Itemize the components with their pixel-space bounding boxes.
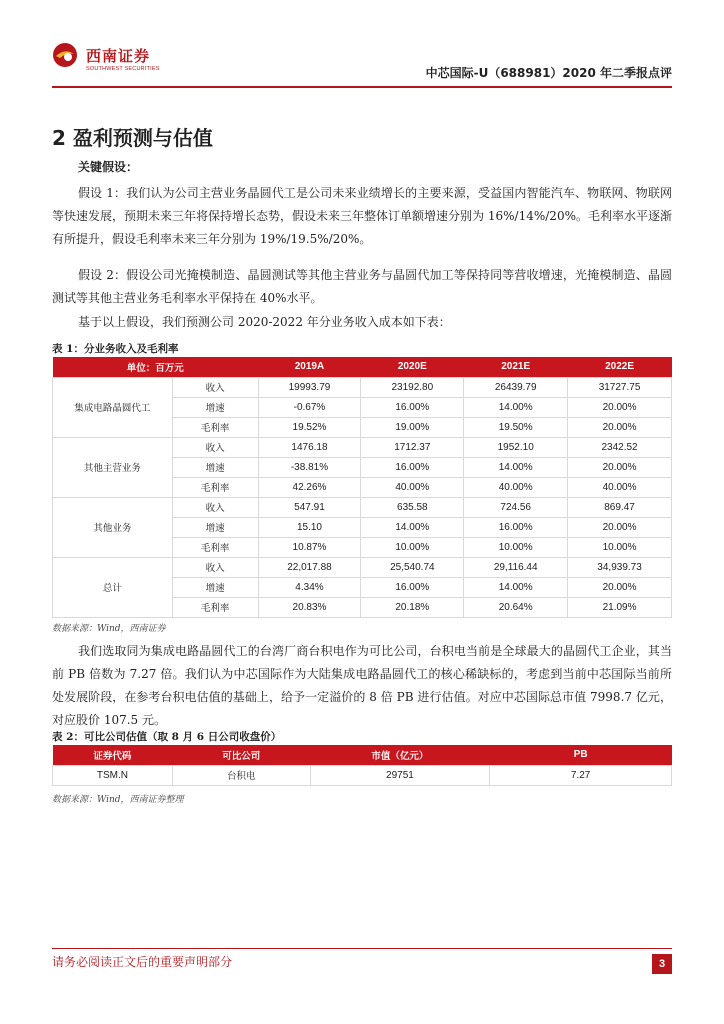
column-header: PB	[490, 745, 672, 765]
value-cell: 10.00%	[464, 537, 568, 557]
column-header: 证券代码	[53, 745, 173, 765]
value-cell: 23192.80	[361, 377, 464, 397]
value-cell: 1712.37	[361, 437, 464, 457]
segment-name-cell: 总计	[53, 557, 173, 617]
value-cell: 20.18%	[361, 597, 464, 617]
year-header: 2019A	[258, 357, 361, 377]
year-header: 2021E	[464, 357, 568, 377]
value-cell: 1952.10	[464, 437, 568, 457]
metric-label-cell: 增速	[172, 577, 258, 597]
forecast-intro-paragraph: 基于以上假设，我们预测公司 2020-2022 年分业务收入成本如下表：	[78, 315, 451, 329]
year-header: 2022E	[568, 357, 672, 377]
value-cell: 34,939.73	[568, 557, 672, 577]
metric-label-cell: 增速	[172, 397, 258, 417]
value-cell: 14.00%	[464, 397, 568, 417]
value-cell: 25,540.74	[361, 557, 464, 577]
value-cell: 22,017.88	[258, 557, 361, 577]
metric-label-cell: 毛利率	[172, 597, 258, 617]
value-cell: 20.00%	[568, 517, 672, 537]
value-cell: 10.87%	[258, 537, 361, 557]
metric-label-cell: 毛利率	[172, 537, 258, 557]
assumption-2-paragraph: 假设 2：假设公司光掩模制造、晶圆测试等其他主营业务与晶圆代加工等保持同等营收增速，光掩模制造、晶圆测试等其他主营业务毛利率水平保持在 40%水平。	[52, 268, 672, 305]
assumption-1-paragraph: 假设 1：我们认为公司主营业务晶圆代工是公司未来业绩增长的主要来源，受益国内智能汽车、物联网、物联网等快速发展，预期未来三年将保持增长态势，假设未来三年整体订单额增速分别为 16%/14%/20%。毛利率水平逐渐有所提升，假设毛利率未来三年分别为 19%/19.5%/20%。	[52, 186, 672, 246]
metric-label-cell: 增速	[172, 457, 258, 477]
table-cell: TSM.N	[53, 765, 173, 785]
metric-label-cell: 毛利率	[172, 417, 258, 437]
value-cell: 1476.18	[258, 437, 361, 457]
metric-label-cell: 增速	[172, 517, 258, 537]
segment-revenue-table	[52, 357, 672, 618]
value-cell: 10.00%	[361, 537, 464, 557]
metric-label-cell: 收入	[172, 377, 258, 397]
segment-name-cell: 集成电路晶圆代工	[53, 377, 173, 437]
value-cell: 2342.52	[568, 437, 672, 457]
unit-header: 单位：百万元	[53, 357, 259, 377]
logo	[52, 42, 162, 78]
table-row	[53, 557, 672, 577]
year-header: 2020E	[361, 357, 464, 377]
logo-emblem-icon	[52, 42, 78, 68]
metric-label-cell: 收入	[172, 497, 258, 517]
comparable-company-table	[52, 745, 672, 786]
value-cell: -0.67%	[258, 397, 361, 417]
segment-name-cell: 其他主营业务	[53, 437, 173, 497]
value-cell: 26439.79	[464, 377, 568, 397]
page-number: 3	[652, 954, 672, 974]
value-cell: 15.10	[258, 517, 361, 537]
value-cell: 20.64%	[464, 597, 568, 617]
footer-disclaimer: 请务必阅读正文后的重要声明部分	[52, 955, 233, 969]
value-cell: 547.91	[258, 497, 361, 517]
value-cell: -38.81%	[258, 457, 361, 477]
value-cell: 42.26%	[258, 477, 361, 497]
table-row	[53, 497, 672, 517]
metric-label-cell: 收入	[172, 437, 258, 457]
value-cell: 14.00%	[464, 457, 568, 477]
metric-label-cell: 收入	[172, 557, 258, 577]
logo-subtext: SOUTHWEST SECURITIES	[86, 66, 160, 72]
value-cell: 724.56	[464, 497, 568, 517]
value-cell: 40.00%	[568, 477, 672, 497]
value-cell: 635.58	[361, 497, 464, 517]
table-cell: 7.27	[490, 765, 672, 785]
value-cell: 19.52%	[258, 417, 361, 437]
value-cell: 16.00%	[361, 457, 464, 477]
value-cell: 21.09%	[568, 597, 672, 617]
value-cell: 20.00%	[568, 457, 672, 477]
value-cell: 20.83%	[258, 597, 361, 617]
table1-caption: 表 1：分业务收入及毛利率	[52, 343, 179, 355]
table-row	[53, 765, 672, 785]
value-cell: 869.47	[568, 497, 672, 517]
page-header	[52, 40, 672, 84]
segment-name-cell: 其他业务	[53, 497, 173, 557]
value-cell: 20.00%	[568, 397, 672, 417]
table-cell: 29751	[310, 765, 490, 785]
report-title: 中芯国际-U（688981）2020 年二季报点评	[425, 66, 672, 80]
value-cell: 19.50%	[464, 417, 568, 437]
value-cell: 19993.79	[258, 377, 361, 397]
section-title: 2 盈利预测与估值	[52, 126, 213, 150]
value-cell: 40.00%	[361, 477, 464, 497]
column-header: 市值（亿元）	[310, 745, 490, 765]
value-cell: 16.00%	[361, 397, 464, 417]
value-cell: 10.00%	[568, 537, 672, 557]
header-divider	[52, 86, 672, 88]
key-assumptions-label: 关键假设：	[78, 160, 139, 174]
value-cell: 19.00%	[361, 417, 464, 437]
value-cell: 20.00%	[568, 577, 672, 597]
value-cell: 16.00%	[464, 517, 568, 537]
value-cell: 29,116.44	[464, 557, 568, 577]
table-row	[53, 437, 672, 457]
table2-source: 数据来源：Wind，西南证券整理	[52, 795, 184, 805]
table-header-row	[53, 357, 672, 377]
value-cell: 20.00%	[568, 417, 672, 437]
table-row	[53, 377, 672, 397]
metric-label-cell: 毛利率	[172, 477, 258, 497]
value-cell: 14.00%	[361, 517, 464, 537]
value-cell: 31727.75	[568, 377, 672, 397]
table-cell: 台积电	[172, 765, 310, 785]
valuation-paragraph: 我们选取同为集成电路晶圆代工的台湾厂商台积电作为可比公司，台积电当前是全球最大的晶圆代工企业，其当前 PB 倍数为 7.27 倍。我们认为中芯国际作为大陆集成电路晶圆代工的核心稀缺标的，考虑到当前中芯国际当前所处发展阶段，在参考台积电估值的基础上，给予一定溢价的 8 倍 PB 进行估值。对应中芯国际总市值 7998.7 亿元，对应股价 107.5 元。	[52, 644, 672, 727]
logo-text: 西南证券	[86, 47, 151, 65]
value-cell: 4.34%	[258, 577, 361, 597]
footer-divider	[52, 948, 672, 949]
value-cell: 16.00%	[361, 577, 464, 597]
table1-source: 数据来源：Wind，西南证券	[52, 624, 166, 634]
value-cell: 40.00%	[464, 477, 568, 497]
value-cell: 14.00%	[464, 577, 568, 597]
column-header: 可比公司	[172, 745, 310, 765]
table2-caption: 表 2：可比公司估值（取 8 月 6 日公司收盘价）	[52, 731, 282, 743]
table-header-row	[53, 745, 672, 765]
